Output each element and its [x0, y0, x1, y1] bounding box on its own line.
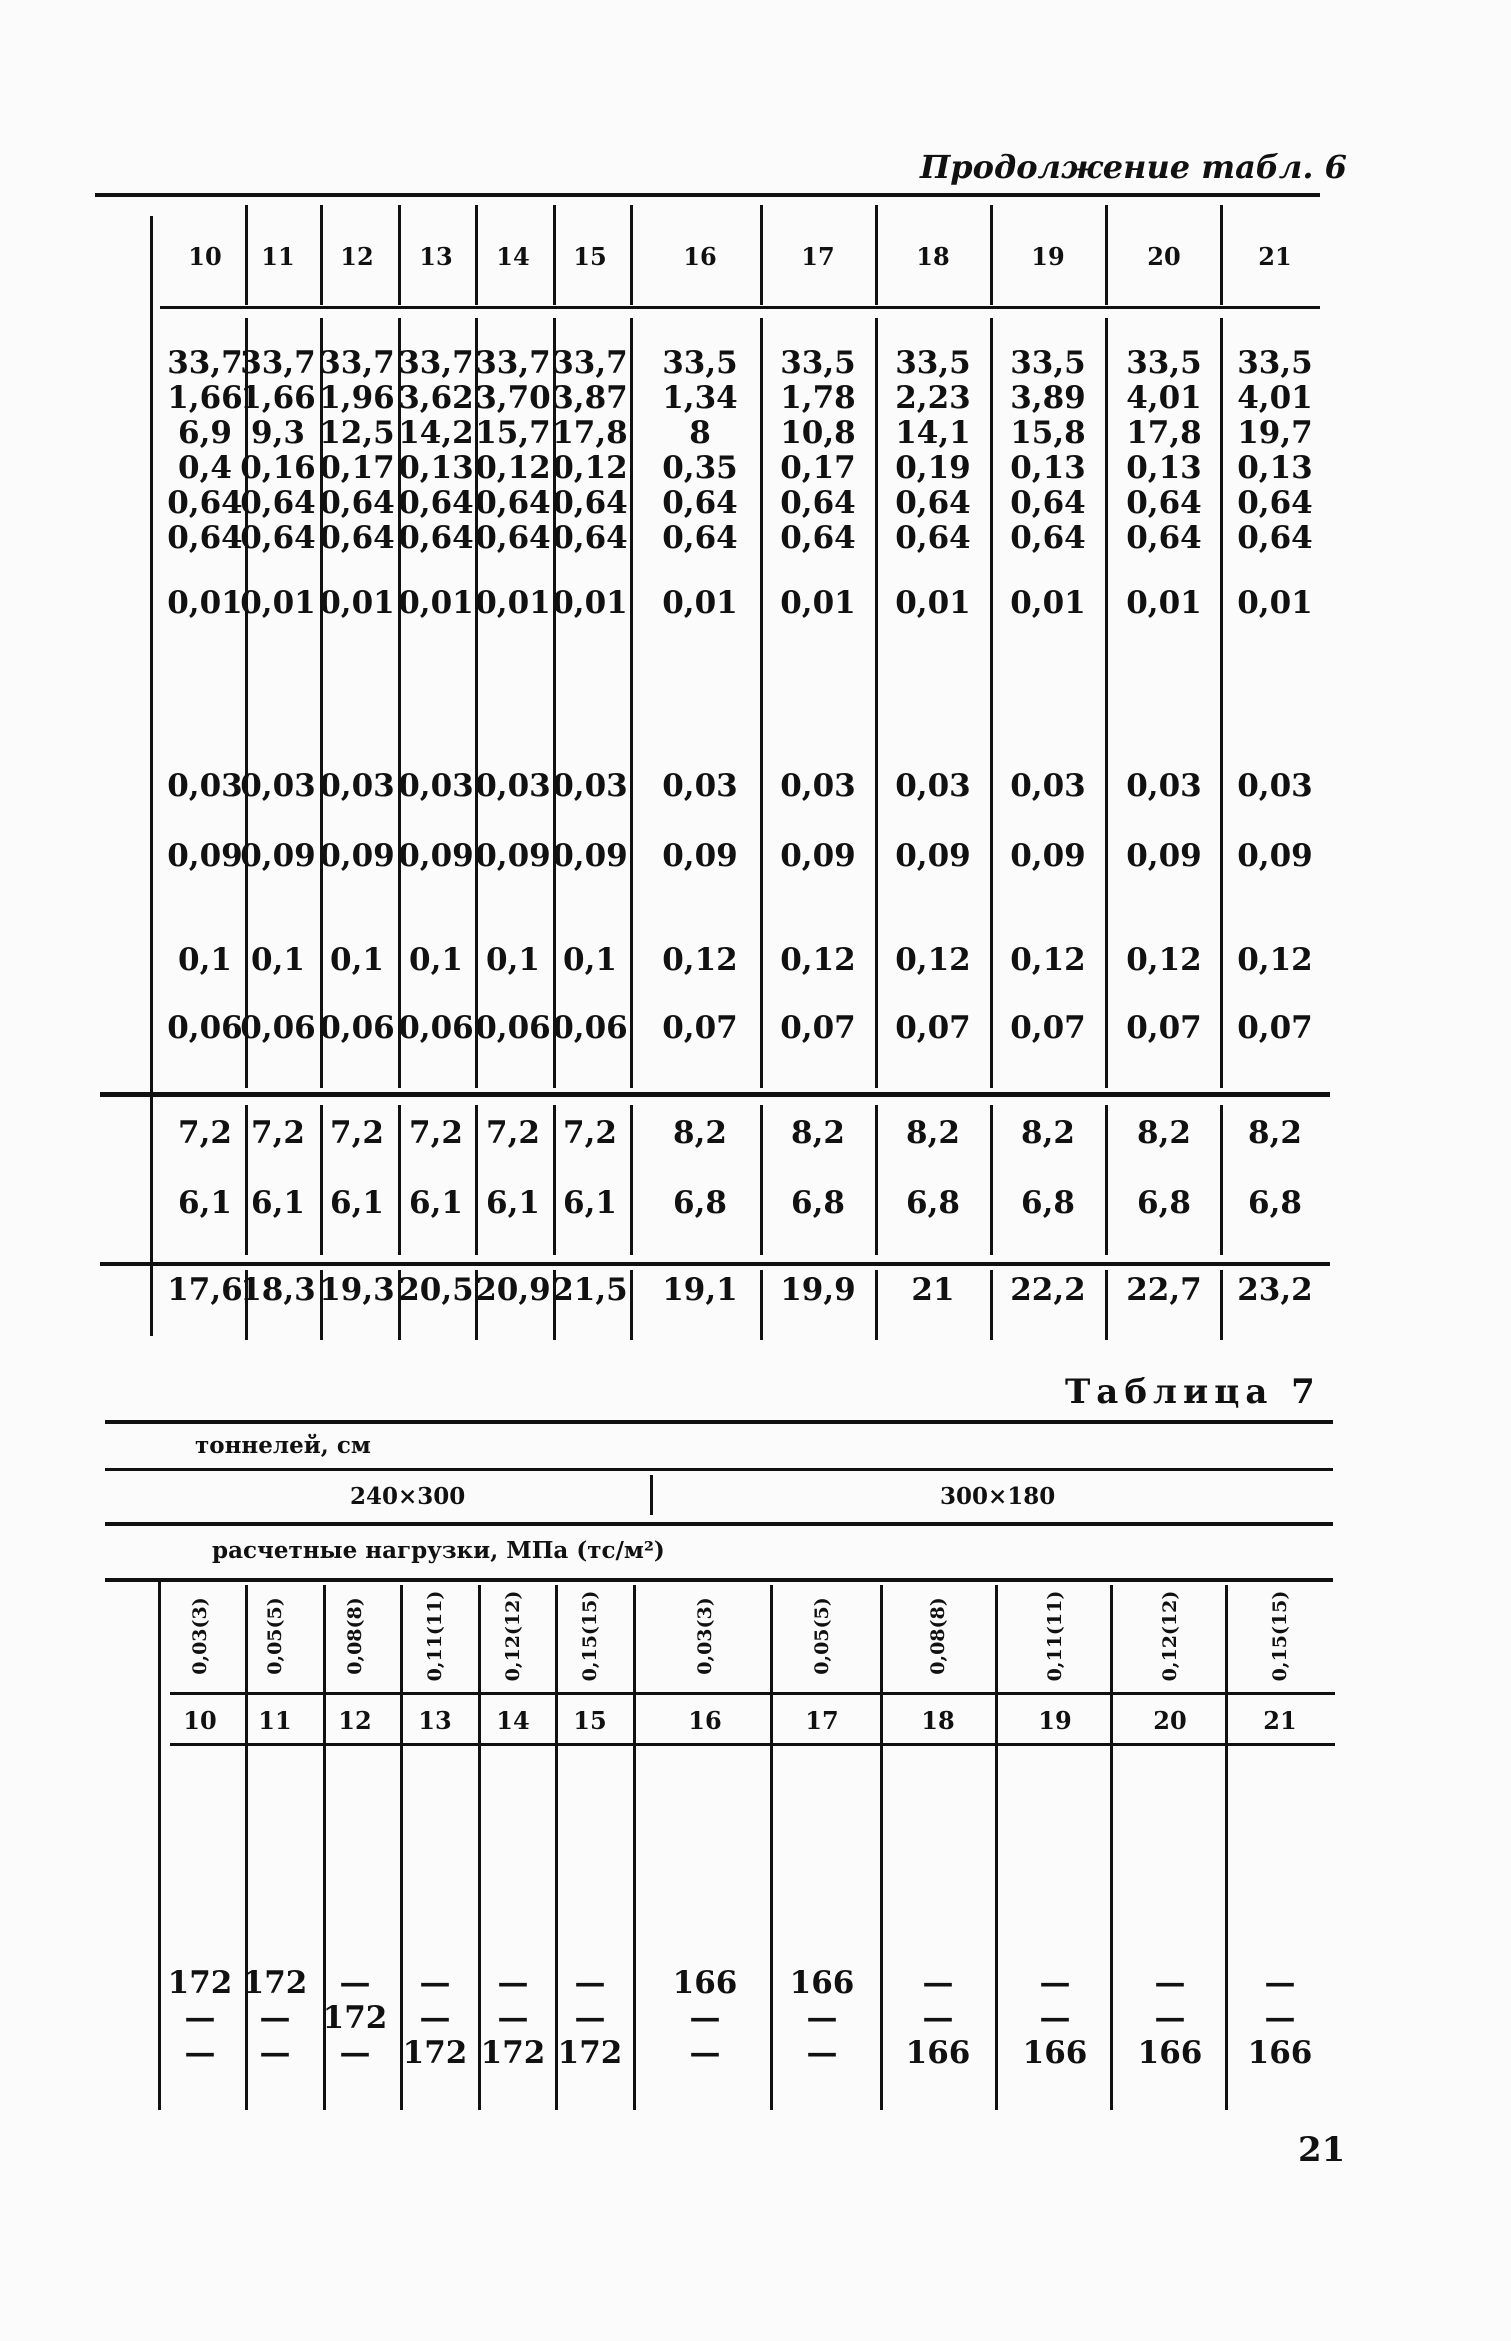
table6-cell: 0,16 — [240, 450, 316, 486]
table6-left-border — [150, 216, 153, 1336]
table6-col-divider — [875, 1105, 878, 1255]
table6-top-rule — [95, 193, 1320, 197]
table6-total: 21 — [911, 1272, 955, 1308]
table7-load-label: 0,05(5) — [264, 1597, 286, 1675]
table7-size-divider — [650, 1475, 653, 1515]
table6-cell: 0,01 — [1126, 585, 1202, 621]
table6-cell: 0,01 — [662, 585, 738, 621]
table6-cell: 0,64 — [1010, 485, 1086, 521]
table6-cell: 0,03 — [1237, 768, 1313, 804]
table6-cell: 0,01 — [319, 585, 395, 621]
table6-cell: 4,01 — [1126, 380, 1202, 416]
table7-load-label: 0,12(12) — [502, 1590, 524, 1682]
table6-cell: 0,12 — [1126, 942, 1202, 978]
table6-cell: 0,03 — [475, 768, 551, 804]
table7-tunnels-label: тоннелей, см — [195, 1432, 371, 1459]
table6-cell: 0,07 — [780, 1010, 856, 1046]
table6-cell: 0,09 — [780, 838, 856, 874]
table6-col-header: 21 — [1258, 242, 1292, 271]
table7-col-divider — [995, 1585, 998, 2110]
table7-load-label: 0,11(11) — [1044, 1590, 1066, 1682]
table6-cell: 0,09 — [398, 838, 474, 874]
table7-cell: — — [1039, 2000, 1071, 2036]
table7-cell: — — [922, 2000, 954, 2036]
table6-col-header: 18 — [916, 242, 950, 271]
table6-cell: 0,1 — [563, 942, 617, 978]
table6-cell: 0,13 — [1237, 450, 1313, 486]
table6-cell: 7,2 — [251, 1115, 305, 1151]
table7-cell: 166 — [1247, 2035, 1313, 2071]
table6-cell: 0,12 — [895, 942, 971, 978]
table6-cell: 1,78 — [780, 380, 856, 416]
table6-cell: 0,03 — [1010, 768, 1086, 804]
table6-col-header: 12 — [340, 242, 374, 271]
table6-cell: 0,64 — [167, 520, 243, 556]
table6-cell: 7,2 — [178, 1115, 232, 1151]
table7-size-1: 240×300 — [350, 1483, 466, 1510]
table6-cell: 0,06 — [319, 1010, 395, 1046]
table6-cell: 0,07 — [662, 1010, 738, 1046]
table6-cell: 0,07 — [895, 1010, 971, 1046]
table7-col-header: 12 — [338, 1706, 372, 1735]
table6-cell: 0,06 — [398, 1010, 474, 1046]
table6-cell: 0,09 — [475, 838, 551, 874]
table6-cell: 0,64 — [475, 520, 551, 556]
table6-total: 19,1 — [662, 1272, 738, 1308]
table6-header-rule — [160, 306, 1320, 309]
table6-col-divider — [630, 205, 633, 305]
table6-col-divider — [1220, 205, 1223, 305]
table6-cell: 8,2 — [791, 1115, 845, 1151]
table6-cell: 3,87 — [552, 380, 628, 416]
table6-cell: 0,12 — [662, 942, 738, 978]
table6-cell: 0,09 — [662, 838, 738, 874]
table7-cell: 172 — [322, 2000, 388, 2036]
table7-col-header: 16 — [688, 1706, 722, 1735]
table6-col-divider — [1105, 205, 1108, 305]
table7-cell: — — [259, 2035, 291, 2071]
table6-cell: 0,1 — [330, 942, 384, 978]
table7-cell: 166 — [672, 1965, 738, 2001]
table6-cell: 1,66 — [240, 380, 316, 416]
table7-cell: — — [574, 1965, 606, 2001]
table6-block2-rule — [100, 1262, 1330, 1266]
table7-cell: 172 — [557, 2035, 623, 2071]
table6-cell: 0,09 — [167, 838, 243, 874]
table6-cell: 6,8 — [673, 1185, 727, 1221]
table7-load-label: 0,03(3) — [189, 1597, 211, 1675]
table7-load-label: 0,15(15) — [579, 1590, 601, 1682]
table7-cell: — — [1154, 2000, 1186, 2036]
table7-cell: 172 — [167, 1965, 233, 2001]
table7-load-label: 0,08(8) — [927, 1597, 949, 1675]
table6-cell: 0,64 — [398, 520, 474, 556]
table6-cell: 3,89 — [1010, 380, 1086, 416]
table6-col-divider — [990, 205, 993, 305]
table6-col-header: 19 — [1031, 242, 1065, 271]
table6-cell: 0,03 — [167, 768, 243, 804]
table6-col-header: 10 — [188, 242, 222, 271]
table6-total: 19,3 — [319, 1272, 395, 1308]
table6-total: 22,7 — [1126, 1272, 1202, 1308]
table6-cell: 8,2 — [1021, 1115, 1075, 1151]
table7-cell: — — [497, 2000, 529, 2036]
table6-cell: 33,5 — [662, 345, 738, 381]
table6-caption: Продолжение табл. 6 — [920, 148, 1347, 186]
table7-cell: — — [1154, 1965, 1186, 2001]
table7-rule-3 — [105, 1522, 1333, 1526]
table6-cell: 0,12 — [475, 450, 551, 486]
table6-cell: 9,3 — [251, 415, 305, 451]
table7-cell: — — [922, 1965, 954, 2001]
table6-col-divider — [990, 318, 993, 1088]
table7-col-header: 20 — [1153, 1706, 1187, 1735]
table6-cell: 6,8 — [906, 1185, 960, 1221]
table6-cell: 0,03 — [780, 768, 856, 804]
table6-cell: 0,03 — [552, 768, 628, 804]
table6-cell: 0,09 — [1010, 838, 1086, 874]
table7-cell: — — [184, 2035, 216, 2071]
table6-cell: 0,03 — [1126, 768, 1202, 804]
table6-cell: 14,2 — [398, 415, 474, 451]
table6-cell: 0,64 — [475, 485, 551, 521]
table6-col-divider — [1220, 1270, 1223, 1340]
table7-cell: 166 — [1022, 2035, 1088, 2071]
table6-cell: 6,1 — [563, 1185, 617, 1221]
table6-cell: 0,1 — [251, 942, 305, 978]
table6-total: 17,6 — [167, 1272, 243, 1308]
table7-load-label: 0,12(12) — [1159, 1590, 1181, 1682]
table6-cell: 0,19 — [895, 450, 971, 486]
table6-cell: 0,01 — [240, 585, 316, 621]
table6-cell: 10,8 — [780, 415, 856, 451]
table6-col-divider — [760, 318, 763, 1088]
table6-cell: 6,1 — [409, 1185, 463, 1221]
table6-cell: 33,7 — [552, 345, 628, 381]
table6-cell: 3,70 — [475, 380, 551, 416]
table6-col-divider — [760, 1270, 763, 1340]
table7-cell: — — [497, 1965, 529, 2001]
table6-cell: 6,1 — [178, 1185, 232, 1221]
table6-cell: 0,09 — [552, 838, 628, 874]
table6-total: 20,5 — [398, 1272, 474, 1308]
table6-total: 22,2 — [1010, 1272, 1086, 1308]
table6-cell: 6,9 — [178, 415, 232, 451]
table6-cell: 0,35 — [662, 450, 738, 486]
table7-col-num-rule — [170, 1743, 1335, 1746]
table7-cell: — — [339, 1965, 371, 2001]
table6-cell: 0,64 — [398, 485, 474, 521]
table6-col-divider — [875, 205, 878, 305]
table6-col-divider — [1220, 318, 1223, 1088]
table7-cell: — — [1039, 1965, 1071, 2001]
table6-cell: 7,2 — [486, 1115, 540, 1151]
table7-cell: — — [806, 2035, 838, 2071]
table6-cell: 0,64 — [1237, 520, 1313, 556]
table7-load-label: 0,15(15) — [1269, 1590, 1291, 1682]
table7-cell: — — [689, 2000, 721, 2036]
table6-col-header: 17 — [801, 242, 835, 271]
table6-cell: 1,34 — [662, 380, 738, 416]
table6-cell: 6,8 — [1021, 1185, 1075, 1221]
table7-cell: — — [574, 2000, 606, 2036]
table6-cell: 0,1 — [409, 942, 463, 978]
table7-loads-label: расчетные нагрузки, МПа (тс/м²) — [212, 1537, 665, 1564]
table6-cell: 3,62 — [398, 380, 474, 416]
table7-col-divider — [880, 1585, 883, 2110]
table6-cell: 0,07 — [1237, 1010, 1313, 1046]
table6-cell: 0,07 — [1126, 1010, 1202, 1046]
table6-cell: 33,7 — [475, 345, 551, 381]
table6-cell: 33,7 — [167, 345, 243, 381]
table6-cell: 33,5 — [1010, 345, 1086, 381]
table6-cell: 8,2 — [1137, 1115, 1191, 1151]
table6-cell: 7,2 — [563, 1115, 617, 1151]
table7-col-divider — [1110, 1585, 1113, 2110]
table6-cell: 0,09 — [895, 838, 971, 874]
table6-cell: 17,8 — [552, 415, 628, 451]
table6-col-divider — [990, 1270, 993, 1340]
table7-col-header: 15 — [573, 1706, 607, 1735]
table6-cell: 0,09 — [240, 838, 316, 874]
table6-col-header: 13 — [419, 242, 453, 271]
table7-col-header: 10 — [183, 1706, 217, 1735]
table7-col-header: 18 — [921, 1706, 955, 1735]
table7-col-header: 19 — [1038, 1706, 1072, 1735]
table7-load-label: 0,08(8) — [344, 1597, 366, 1675]
table6-col-divider — [1105, 1105, 1108, 1255]
table6-cell: 0,01 — [552, 585, 628, 621]
table6-cell: 0,01 — [780, 585, 856, 621]
table7-col-header: 14 — [496, 1706, 530, 1735]
table6-cell: 0,01 — [167, 585, 243, 621]
table6-cell: 0,64 — [240, 520, 316, 556]
table6-total: 21,5 — [552, 1272, 628, 1308]
table6-cell: 0,17 — [319, 450, 395, 486]
table6-cell: 0,64 — [1126, 485, 1202, 521]
table6-cell: 0,1 — [178, 942, 232, 978]
table6-cell: 0,64 — [662, 520, 738, 556]
table6-cell: 1,66 — [167, 380, 243, 416]
table7-col-header: 17 — [805, 1706, 839, 1735]
table6-cell: 6,1 — [486, 1185, 540, 1221]
table6-cell: 0,12 — [780, 942, 856, 978]
table6-cell: 12,5 — [319, 415, 395, 451]
table6-col-divider — [990, 1105, 993, 1255]
table6-cell: 14,1 — [895, 415, 971, 451]
table6-cell: 0,64 — [1010, 520, 1086, 556]
table6-cell: 33,5 — [895, 345, 971, 381]
table7-load-label: 0,03(3) — [694, 1597, 716, 1675]
table6-cell: 17,8 — [1126, 415, 1202, 451]
table7-cell: — — [184, 2000, 216, 2036]
table6-cell: 8,2 — [1248, 1115, 1302, 1151]
table6-cell: 6,8 — [1248, 1185, 1302, 1221]
table6-cell: 0,64 — [780, 520, 856, 556]
table6-cell: 15,7 — [475, 415, 551, 451]
table6-cell: 0,03 — [662, 768, 738, 804]
table6-cell: 6,1 — [330, 1185, 384, 1221]
table6-cell: 6,8 — [791, 1185, 845, 1221]
table7-cell: 166 — [905, 2035, 971, 2071]
table7-cell: — — [806, 2000, 838, 2036]
table6-cell: 2,23 — [895, 380, 971, 416]
table7-col-divider — [633, 1585, 636, 2110]
table6-cell: 0,01 — [475, 585, 551, 621]
page-number: 21 — [1298, 2130, 1346, 2170]
table6-cell: 0,64 — [319, 485, 395, 521]
table6-cell: 0,64 — [167, 485, 243, 521]
table6-cell: 0,17 — [780, 450, 856, 486]
table7-cell: — — [1264, 2000, 1296, 2036]
table6-col-header: 15 — [573, 242, 607, 271]
table6-col-header: 14 — [496, 242, 530, 271]
table6-cell: 0,03 — [319, 768, 395, 804]
table6-cell: 0,64 — [240, 485, 316, 521]
table7-cell: — — [689, 2035, 721, 2071]
table7-title: Таблица 7 — [1065, 1372, 1321, 1412]
table7-cell: 166 — [789, 1965, 855, 2001]
table6-cell: 0,09 — [319, 838, 395, 874]
table6-cell: 0,06 — [552, 1010, 628, 1046]
table6-col-divider — [1220, 1105, 1223, 1255]
table6-cell: 0,64 — [1126, 520, 1202, 556]
table6-col-header: 11 — [261, 242, 295, 271]
table6-cell: 7,2 — [409, 1115, 463, 1151]
table6-col-divider — [1105, 318, 1108, 1088]
table6-cell: 0,06 — [240, 1010, 316, 1046]
table6-cell: 0,01 — [1010, 585, 1086, 621]
table7-cell: 172 — [242, 1965, 308, 2001]
table6-cell: 33,5 — [1237, 345, 1313, 381]
table6-cell: 0,64 — [895, 520, 971, 556]
table6-cell: 0,64 — [1237, 485, 1313, 521]
table6-cell: 0,1 — [486, 942, 540, 978]
table7-rule-4 — [105, 1578, 1333, 1582]
table6-cell: 8 — [689, 415, 711, 451]
table7-size-2: 300×180 — [940, 1483, 1056, 1510]
table7-col-divider — [1225, 1585, 1228, 2110]
table6-cell: 0,13 — [1010, 450, 1086, 486]
table6-cell: 0,06 — [475, 1010, 551, 1046]
table6-cell: 0,09 — [1237, 838, 1313, 874]
table6-cell: 33,7 — [319, 345, 395, 381]
table6-cell: 33,7 — [398, 345, 474, 381]
table6-cell: 0,13 — [398, 450, 474, 486]
table6-col-divider — [875, 318, 878, 1088]
table6-cell: 0,03 — [240, 768, 316, 804]
table6-cell: 0,64 — [552, 520, 628, 556]
table6-col-divider — [760, 205, 763, 305]
table6-cell: 4,01 — [1237, 380, 1313, 416]
table6-total: 20,9 — [475, 1272, 551, 1308]
table6-cell: 0,4 — [178, 450, 232, 486]
table6-cell: 0,09 — [1126, 838, 1202, 874]
table7-load-label: 0,11(11) — [424, 1590, 446, 1682]
table6-cell: 0,12 — [1010, 942, 1086, 978]
table7-cell: — — [419, 2000, 451, 2036]
table7-load-rule — [170, 1692, 1335, 1695]
table7-cell: — — [259, 2000, 291, 2036]
table6-cell: 0,12 — [1237, 942, 1313, 978]
table7-col-divider — [770, 1585, 773, 2110]
table6-cell: 0,01 — [1237, 585, 1313, 621]
table6-col-divider — [1105, 1270, 1108, 1340]
table6-col-divider — [875, 1270, 878, 1340]
table6-cell: 8,2 — [673, 1115, 727, 1151]
table6-cell: 0,12 — [552, 450, 628, 486]
table6-cell: 0,01 — [895, 585, 971, 621]
table7-col-header: 21 — [1263, 1706, 1297, 1735]
table6-cell: 6,8 — [1137, 1185, 1191, 1221]
table6-cell: 8,2 — [906, 1115, 960, 1151]
table6-cell: 19,7 — [1237, 415, 1313, 451]
table6-total: 18,3 — [240, 1272, 316, 1308]
table7-cell: — — [339, 2035, 371, 2071]
table7-cell: — — [1264, 1965, 1296, 2001]
table6-cell: 33,7 — [240, 345, 316, 381]
table7-col-header: 11 — [258, 1706, 292, 1735]
table6-cell: 0,07 — [1010, 1010, 1086, 1046]
table6-block1-rule — [100, 1092, 1330, 1097]
table7-rule-2 — [105, 1468, 1333, 1471]
table6-cell: 0,13 — [1126, 450, 1202, 486]
table6-col-divider — [760, 1105, 763, 1255]
table6-cell: 0,64 — [319, 520, 395, 556]
table6-cell: 0,03 — [895, 768, 971, 804]
table6-cell: 0,64 — [780, 485, 856, 521]
table6-cell: 7,2 — [330, 1115, 384, 1151]
table7-col-header: 13 — [418, 1706, 452, 1735]
table6-cell: 0,03 — [398, 768, 474, 804]
table6-cell: 0,01 — [398, 585, 474, 621]
table7-cell: 172 — [402, 2035, 468, 2071]
table6-cell: 0,64 — [552, 485, 628, 521]
table6-cell: 1,96 — [319, 380, 395, 416]
table6-cell: 15,8 — [1010, 415, 1086, 451]
table6-total: 19,9 — [780, 1272, 856, 1308]
table6-cell: 0,64 — [895, 485, 971, 521]
table6-cell: 33,5 — [1126, 345, 1202, 381]
table7-cell: — — [419, 1965, 451, 2001]
table6-total: 23,2 — [1237, 1272, 1313, 1308]
table7-cell: 172 — [480, 2035, 546, 2071]
table7-top-rule — [105, 1420, 1333, 1424]
table7-cell: 166 — [1137, 2035, 1203, 2071]
table6-col-header: 16 — [683, 242, 717, 271]
table6-col-header: 20 — [1147, 242, 1181, 271]
table7-load-label: 0,05(5) — [811, 1597, 833, 1675]
table6-cell: 6,1 — [251, 1185, 305, 1221]
table6-cell: 33,5 — [780, 345, 856, 381]
table6-cell: 0,06 — [167, 1010, 243, 1046]
table6-cell: 0,64 — [662, 485, 738, 521]
